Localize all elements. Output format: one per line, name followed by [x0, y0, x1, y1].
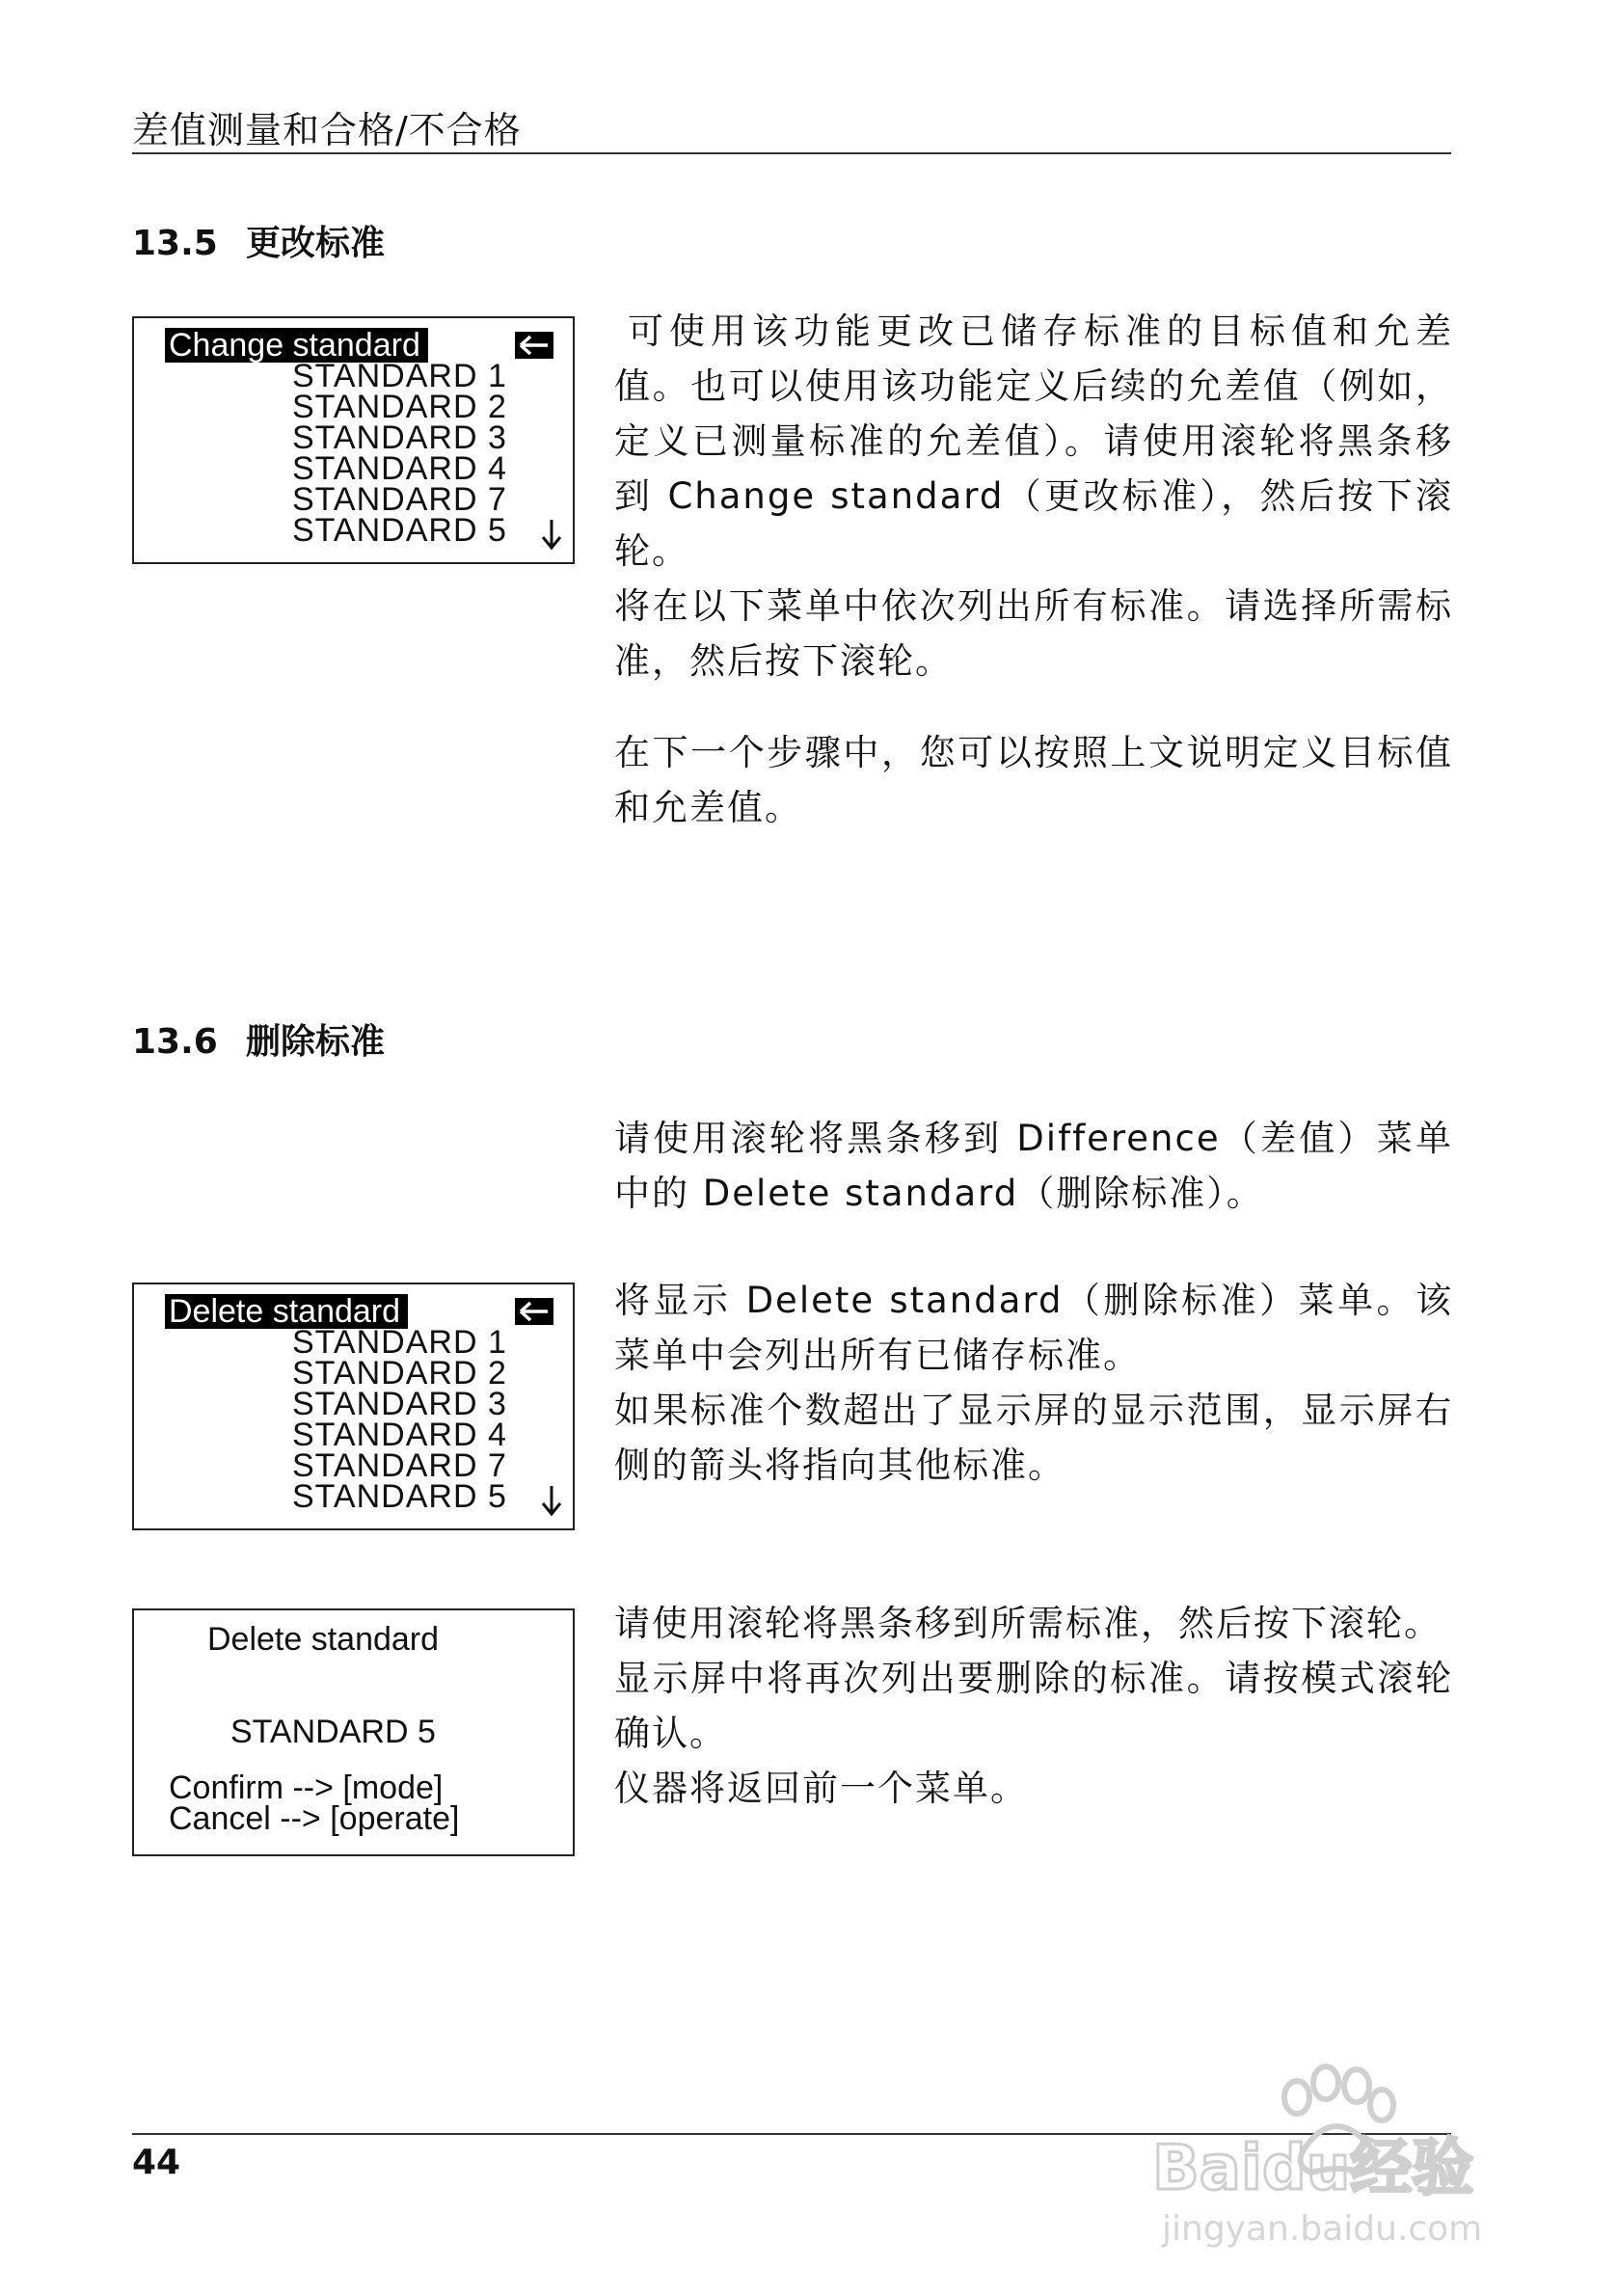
standard-list: [292, 358, 507, 549]
list-item: STANDARD 4: [292, 1417, 507, 1453]
back-arrow-icon: [515, 332, 553, 359]
paragraph: 如果标准个数超出了显示屏的显示范围，显示屏右侧的箭头将指向其他标准。: [614, 1390, 1453, 1486]
list-item: STANDARD 3: [292, 419, 507, 456]
list-item: STANDARD 2: [292, 389, 507, 425]
paragraph: 将在以下菜单中依次列出所有标准。请选择所需标准，然后按下滚轮。: [614, 585, 1453, 682]
list-item: STANDARD 5: [292, 1478, 507, 1515]
list-item: STANDARD 7: [292, 1447, 507, 1484]
list-item: STANDARD 2: [292, 1355, 507, 1391]
paragraph: 请使用滚轮将黑条移到 Difference（差值）菜单中的 Delete standard（删除标准）。: [614, 1118, 1453, 1214]
confirm-line: Confirm --> [mode]: [169, 1769, 444, 1806]
section-number: 13.5: [132, 224, 218, 263]
section-title: 删除标准: [246, 1022, 386, 1062]
page-header-title: 差值测量和合格/不合格: [132, 109, 522, 151]
section-13-6-text-a: [614, 1273, 1453, 1493]
watermark-logo-text: Baidu经验: [1152, 2133, 1474, 2204]
standard-list: [292, 1324, 507, 1515]
paragraph: 显示屏中将再次列出要删除的标准。请按模式滚轮确认。: [614, 1658, 1453, 1754]
list-item: STANDARD 5: [292, 512, 507, 549]
delete-confirm-screen: [132, 1608, 575, 1856]
section-heading-13-5: [132, 216, 385, 265]
cancel-line: Cancel --> [operate]: [169, 1800, 460, 1837]
list-item: STANDARD 4: [292, 450, 507, 487]
scroll-down-arrow-icon: [540, 1484, 563, 1517]
list-item: STANDARD 1: [292, 358, 507, 394]
lcd-selected-title: Change standard: [165, 328, 428, 363]
page-number: 44: [132, 2143, 181, 2182]
list-item: STANDARD 1: [292, 1324, 507, 1361]
baidu-jingyan-watermark: [1133, 2059, 1538, 2252]
scroll-down-arrow-icon: [540, 518, 563, 551]
section-13-6-text-b: [614, 1596, 1453, 1816]
delete-standard-screen: [132, 1283, 575, 1530]
lcd-selected-title: Delete standard: [165, 1294, 408, 1329]
paragraph: 仪器将返回前一个菜单。: [614, 1768, 1028, 1809]
section-heading-13-6: [132, 1014, 385, 1064]
back-arrow-icon: [515, 1298, 553, 1325]
paragraph: 将显示 Delete standard（删除标准）菜单。该菜单中会列出所有已储存标准。: [614, 1280, 1453, 1376]
confirm-screen-title: Delete standard: [207, 1621, 440, 1658]
list-item: STANDARD 3: [292, 1386, 507, 1422]
section-title: 更改标准: [246, 224, 386, 263]
watermark-url-text: jingyan.baidu.com: [1162, 2209, 1483, 2249]
list-item: STANDARD 7: [292, 481, 507, 518]
confirm-screen-standard: STANDARD 5: [230, 1714, 436, 1750]
section-number: 13.6: [132, 1022, 218, 1062]
paragraph: 请使用滚轮将黑条移到所需标准，然后按下滚轮。: [614, 1603, 1442, 1644]
paragraph: 可使用该功能更改已储存标准的目标值和允差值。也可以使用该功能定义后续的允差值（例如，定义已测量标准的允差值）。请使用滚轮将黑条移到 Change standard（更改标准），然后按下滚轮。: [614, 311, 1453, 572]
paragraph: 在下一个步骤中，您可以按照上文说明定义目标值和允差值。: [614, 732, 1453, 828]
section-13-6-intro: [614, 1111, 1453, 1221]
change-standard-screen: [132, 316, 575, 564]
section-13-5-text: [614, 304, 1453, 835]
header-divider: [132, 152, 1451, 154]
